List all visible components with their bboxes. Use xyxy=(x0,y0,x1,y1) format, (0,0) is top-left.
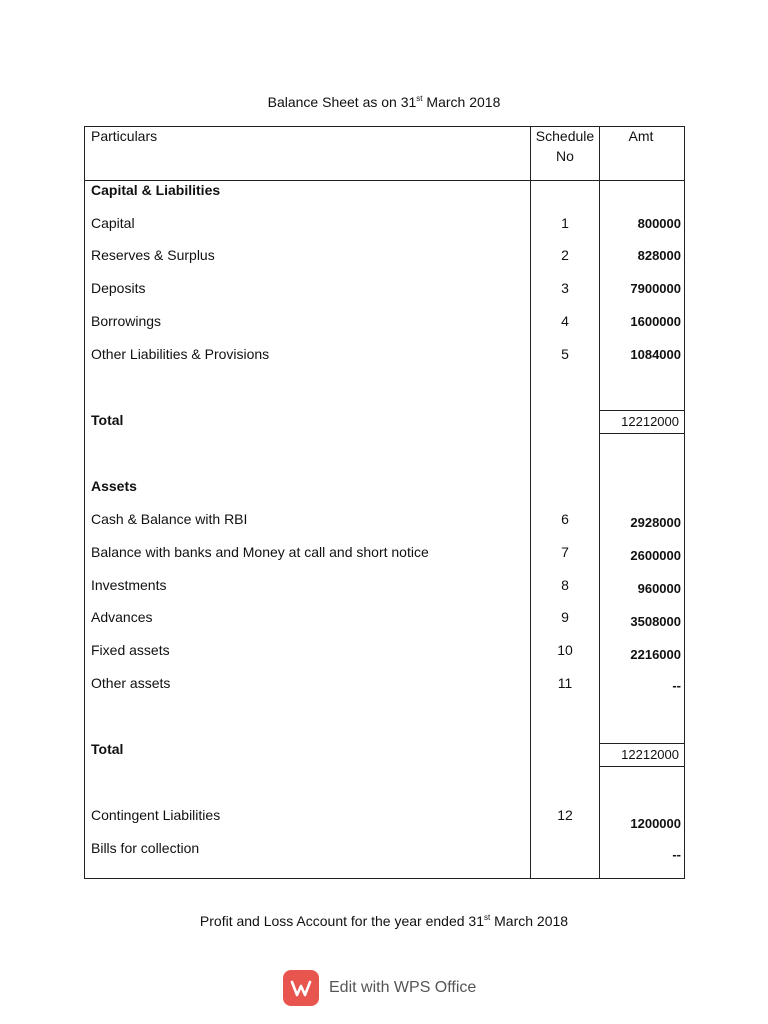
edit-with-wps-label: Edit with WPS Office xyxy=(329,979,477,996)
row-label: Other assets xyxy=(91,675,171,691)
row-label: Balance with banks and Money at call and short notice xyxy=(91,544,429,560)
row-amount: 2928000 xyxy=(630,515,681,530)
row-label: Other Liabilities & Provisions xyxy=(91,346,270,362)
row-amount: 7900000 xyxy=(630,281,681,296)
row-schedule: 12 xyxy=(557,807,573,823)
row-label: Reserves & Surplus xyxy=(91,247,215,263)
row-schedule: 7 xyxy=(561,544,569,560)
row-label: Contingent Liabilities xyxy=(91,807,221,823)
row-schedule: 8 xyxy=(561,577,569,593)
row-schedule: 10 xyxy=(557,642,573,658)
assets-total-amount: 12212000 xyxy=(599,743,685,767)
row-label: Fixed assets xyxy=(91,642,170,658)
row-amount: -- xyxy=(672,678,681,693)
row-label: Capital xyxy=(91,215,135,231)
liabilities-total-amount: 12212000 xyxy=(599,410,685,434)
row-amount: -- xyxy=(672,847,681,862)
row-label: Advances xyxy=(91,609,153,625)
header-schedule-line1: Schedule xyxy=(535,128,595,144)
row-label: Borrowings xyxy=(91,313,162,329)
row-amount: 1600000 xyxy=(630,314,681,329)
title-prefix: Balance Sheet as on 31 xyxy=(267,94,417,110)
title-prefix: Profit and Loss Account for the year ended 31 xyxy=(199,913,484,929)
header-amount: Amt xyxy=(628,128,654,144)
column-divider-schedule xyxy=(530,127,531,878)
row-schedule: 2 xyxy=(561,247,569,263)
row-schedule: 11 xyxy=(557,675,573,691)
row-schedule: 5 xyxy=(561,346,569,362)
section-heading-assets: Assets xyxy=(91,478,137,494)
title-suffix: March 2018 xyxy=(422,94,501,110)
title-suffix: March 2018 xyxy=(490,913,569,929)
row-amount: 1200000 xyxy=(630,816,681,831)
row-amount: 828000 xyxy=(637,248,681,263)
row-amount: 2600000 xyxy=(630,548,681,563)
header-schedule-line2: No xyxy=(556,148,574,164)
row-label: Bills for collection xyxy=(91,840,200,856)
row-label: Deposits xyxy=(91,280,146,296)
row-schedule: 6 xyxy=(561,511,569,527)
row-amount: 960000 xyxy=(637,581,681,596)
row-amount: 2216000 xyxy=(630,647,681,662)
balance-sheet-table xyxy=(84,126,685,879)
title-superscript: st xyxy=(484,913,491,922)
header-particulars: Particulars xyxy=(91,128,158,144)
profit-loss-title xyxy=(0,912,768,930)
section-heading-liabilities: Capital & Liabilities xyxy=(91,182,221,198)
row-schedule: 3 xyxy=(561,280,569,296)
liabilities-total-label: Total xyxy=(91,412,124,428)
row-schedule: 4 xyxy=(561,313,569,329)
title-superscript: st xyxy=(416,94,423,103)
row-amount: 800000 xyxy=(637,216,681,231)
assets-total-label: Total xyxy=(91,741,124,757)
row-label: Cash & Balance with RBI xyxy=(91,511,248,527)
balance-sheet-title xyxy=(0,93,768,111)
row-label: Investments xyxy=(91,577,167,593)
row-amount: 1084000 xyxy=(630,347,681,362)
row-schedule: 9 xyxy=(561,609,569,625)
row-amount: 3508000 xyxy=(630,614,681,629)
edit-with-wps-button[interactable] xyxy=(283,970,476,1006)
wps-w-icon xyxy=(283,970,319,1006)
row-schedule: 1 xyxy=(561,215,569,231)
